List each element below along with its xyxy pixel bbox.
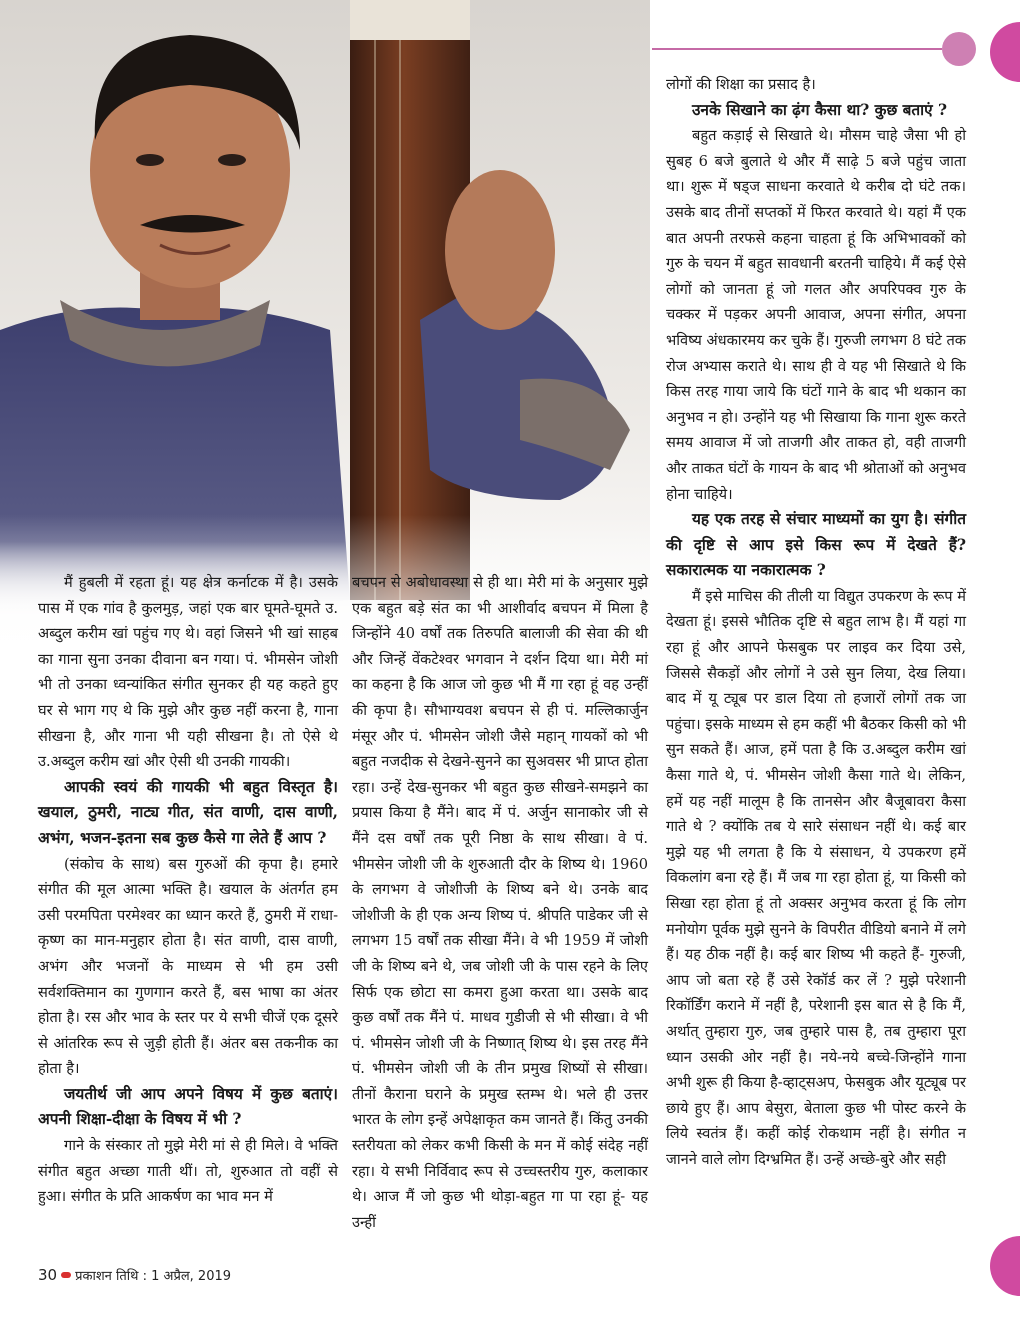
paragraph: बचपन से अबोधावस्था से ही था। मेरी मां के अनुसार मुझे एक बहुत बड़े संत का भी आशीर्वाद बचपन में मिला है जिन्होंने 40 वर्षों तक तिरुपति बालाजी की सेवा की थी और जिन्हें वेंकटेश्वर भगवान ने दर्शन दिया था। मेरी मां का कहना है कि आज जो कुछ भी मैं गा रहा हूं वह उन्हीं की कृपा है। सौभाग्यवश बचपन से ही पं. मल्लिकार्जुन मंसूर और पं. भीमसेन जोशी जैसे महान् गायकों को भी बहुत नजदीक से देखने-सुनने का सुअवसर भी प्राप्त होता रहा। उन्हें देख-सुनकर भी बहुत कुछ सीखने-समझने का प्रयास किया है मैंने। बाद में पं. अर्जुन सानाकोर जी से मैंने दस वर्षों तक पूरी निष्ठा के साथ सीखा। वे पं. भीमसेन जोशी जी के शुरुआती दौर के शिष्य थे। 1960 के लगभग वे जोशीजी के शिष्य बने थे। उनके बाद जोशीजी के ही एक अन्य शिष्य पं. श्रीपति पाडेकर जी से लगभग 15 वर्षों तक सीखा मैंने। वे भी 1959 में जोशी जी के शिष्य बने थे, जब जोशी जी के पास रहने के लिए सिर्फ एक छोटा सा कमरा हुआ करता था। उसके बाद कुछ वर्षों तक मैंने पं. माधव गुडीजी से भी सीखा। वे भी पं. भीमसेन जोशी जी के निष्णात् शिष्य थे। इस तरह मैंने पं. भीमसेन जोशी जी के तीन प्रमुख शिष्यों से सीखा। तीनों कैराना घराने के प्रमुख स्तम्भ थे। भले ही उत्तर भारत के लोग इन्हें अपेक्षाकृत कम जानते हैं। किंतु उनकी स्तरीयता को लेकर कभी किसी के मन में कोई संदेह नहीं रहा। ये सभी निर्विवाद रूप से उच्चस्तरीय गुरु, कलाकार थे। आज मैं जो कुछ भी थोड़ा-बहुत गा पा रहा हूं- यह उन्हीं bbox=[352, 574, 648, 1231]
decorative-dot-large bbox=[990, 22, 1020, 82]
question-heading: आपकी स्वयं की गायकी भी बहुत विस्तृत है। खयाल, ठुमरी, नाट्य गीत, संत वाणी, दास वाणी, अभंग, भजन-इतना सब कुछ कैसे गा लेते हैं आप ? bbox=[38, 777, 338, 847]
paragraph: गाने के संस्कार तो मुझे मेरी मां से ही मिले। वे भक्ति संगीत बहुत अच्छा गाती थीं। तो, शुरुआत तो वहीं से हुआ। संगीत के प्रति आकर्षण का भाव मन में bbox=[38, 1137, 338, 1206]
portrait-photo bbox=[0, 0, 650, 660]
publication-date: प्रकाशन तिथि : 1 अप्रैल, 2019 bbox=[75, 1269, 232, 1284]
decorative-dot-small bbox=[942, 32, 976, 66]
text-column-1 bbox=[38, 570, 338, 1210]
paragraph: मैं हुबली में रहता हूं। यह क्षेत्र कर्नाटक में है। उसके पास में एक गांव है कुलमुड़, जहां एक बार घूमते-घूमते उ. अब्दुल करीम खां पहुंच गए थे। वहां जिसने भी खां साहब का गाना सुना उनका दीवाना बन गया। पं. भीमसेन जोशी भी तो उनका ध्वन्यांकित संगीत सुनकर ही यह कहते हुए घर से भाग गए थे कि मुझे और कुछ नहीं करना है, गाना सीखना है, और गाना भी यही सीखना है। तो ऐसे थे उ.अब्दुल करीम खां और ऐसी थी उनकी गायकी। bbox=[38, 574, 338, 771]
question-heading: उनके सिखाने का ढ़ंग कैसा था? कुछ बताएं ? bbox=[692, 100, 948, 119]
text-column-3 bbox=[666, 72, 966, 1173]
page-footer bbox=[38, 1266, 231, 1284]
decorative-dot-bottom bbox=[990, 1236, 1020, 1296]
question-heading: जयतीर्थ जी आप अपने विषय में कुछ बताएं। अपनी शिक्षा-दीक्षा के विषय में भी ? bbox=[38, 1084, 338, 1129]
paragraph: लोगों की शिक्षा का प्रसाद है। bbox=[666, 76, 816, 93]
paragraph: बहुत कड़ाई से सिखाते थे। मौसम चाहे जैसा भी हो सुबह 6 बजे बुलाते थे और मैं साढ़े 5 बजे पहुंच जाता था। शुरू में षड्ज साधना करवाते थे करीब दो घंटे तक। उसके बाद तीनों सप्तकों में फिरत करवाते थे। यहां मैं एक बात अपनी तरफसे कहना चाहता हूं कि अभिभावकों को गुरु के चयन में बहुत सावधानी बरतनी चाहिये। मैं कई ऐसे लोगों को जानता हूं जो गलत और अपरिपक्व गुरु के चक्कर में पड़कर अपनी आवाज, अपना संगीत, अपना भविष्य अंधकारमय कर चुके हैं। गुरुजी लगभग 8 घंटे तक रोज अभ्यास कराते थे। साथ ही वे यह भी सिखाते थे कि किस तरह गाया जाये कि घंटों गाने के बाद भी थकान का अनुभव न हो। उन्होंने यह भी सिखाया कि गाना शुरू करते समय आवाज में जो ताजगी और ताकत हो, वही ताजगी और ताकत घंटों के गायन के बाद भी श्रोताओं को अनुभव होना चाहिये। bbox=[666, 127, 966, 503]
page-number: 30 bbox=[38, 1266, 58, 1284]
footer-marker-icon bbox=[61, 1272, 71, 1278]
paragraph: मैं इसे माचिस की तीली या विद्युत उपकरण के रूप में देखता हूं। इससे भौतिक दृष्टि से बहुत लाभ है। मैं यहां गा रहा हूं और आपने फेसबुक पर लाइव कर दिया उसे, जिससे सैकड़ों और लोगों ने उसे सुन लिया, देख लिया। बाद में यू ट्यूब पर डाल दिया तो हजारों लोगों तक जा पहुंचा। इसके माध्यम से हम कहीं भी बैठकर किसी को भी सुन सकते हैं। आज, हमें पता है कि उ.अब्दुल करीम खां कैसा गाते थे, पं. भीमसेन जोशी कैसा गाते थे। लेकिन, हमें यह नहीं मालूम है कि तानसेन और बैजूबावरा कैसा गाते थे ? क्योंकि तब ये सारे संसाधन नहीं थे। कई बार मुझे यह भी लगता है कि ये संसाधन, ये उपकरण हमें विकलांग बना रहे हैं। मैं जब गा रहा होता हूं, या किसी को सिखा रहा होता हूं तो अक्सर अनुभव करता हूं कि लोग मनोयोग पूर्वक मुझे सुनने के विपरीत वीडियो बनाने में लगे हैं। यह ठीक नहीं है। कई बार शिष्य भी कहते हैं- गुरुजी, आप जो बता रहे हैं उसे रेकॉर्ड कर लें ? मुझे परेशानी रिकॉर्डिंग कराने में नहीं है, परेशानी इस बात से है कि मैं, अर्थात् तुम्हारा गुरु, जब तुम्हारे पास है, तब तुम्हारा पूरा ध्यान उसकी ओर नहीं है। नये-नये बच्चे-जिन्होंने गाना अभी शुरू ही किया है-व्हाट्सअप, फेसबुक और यूट्यूब पर छाये हुए हैं। आप बेसुरा, बेताला कुछ भी पोस्ट करने के लिये स्वतंत्र हैं। कहीं कोई रोकथाम नहीं है। संगीत न जानने वाले लोग दिग्भ्रमित हैं। उन्हें अच्छे-बुरे और सही bbox=[666, 587, 966, 1168]
decorative-rule bbox=[652, 48, 942, 50]
paragraph: (संकोच के साथ) बस गुरुओं की कृपा है। हमारे संगीत की मूल आत्मा भक्ति है। खयाल के अंतर्गत हम उसी परमपिता परमेश्वर का ध्यान करते हैं, ठुमरी में राधा-कृष्ण का मान-मनुहार होता है। संत वाणी, दास वाणी, अभंग और भजनों के माध्यम से भी हम उसी सर्वशक्तिमान का गुणगान करते हैं, बस भाषा का अंतर होता है। रस और भाव के स्तर पर ये सभी चीजें एक दूसरे से आंतरिक रूप से जुड़ी होती हैं। अंतर बस तकनीक का होता है। bbox=[38, 855, 338, 1078]
question-heading: यह एक तरह से संचार माध्यमों का युग है। संगीत की दृष्टि से आप इसे किस रूप में देखते हैं? सकारात्मक या नकारात्मक ? bbox=[666, 510, 966, 580]
text-column-2 bbox=[352, 570, 648, 1235]
